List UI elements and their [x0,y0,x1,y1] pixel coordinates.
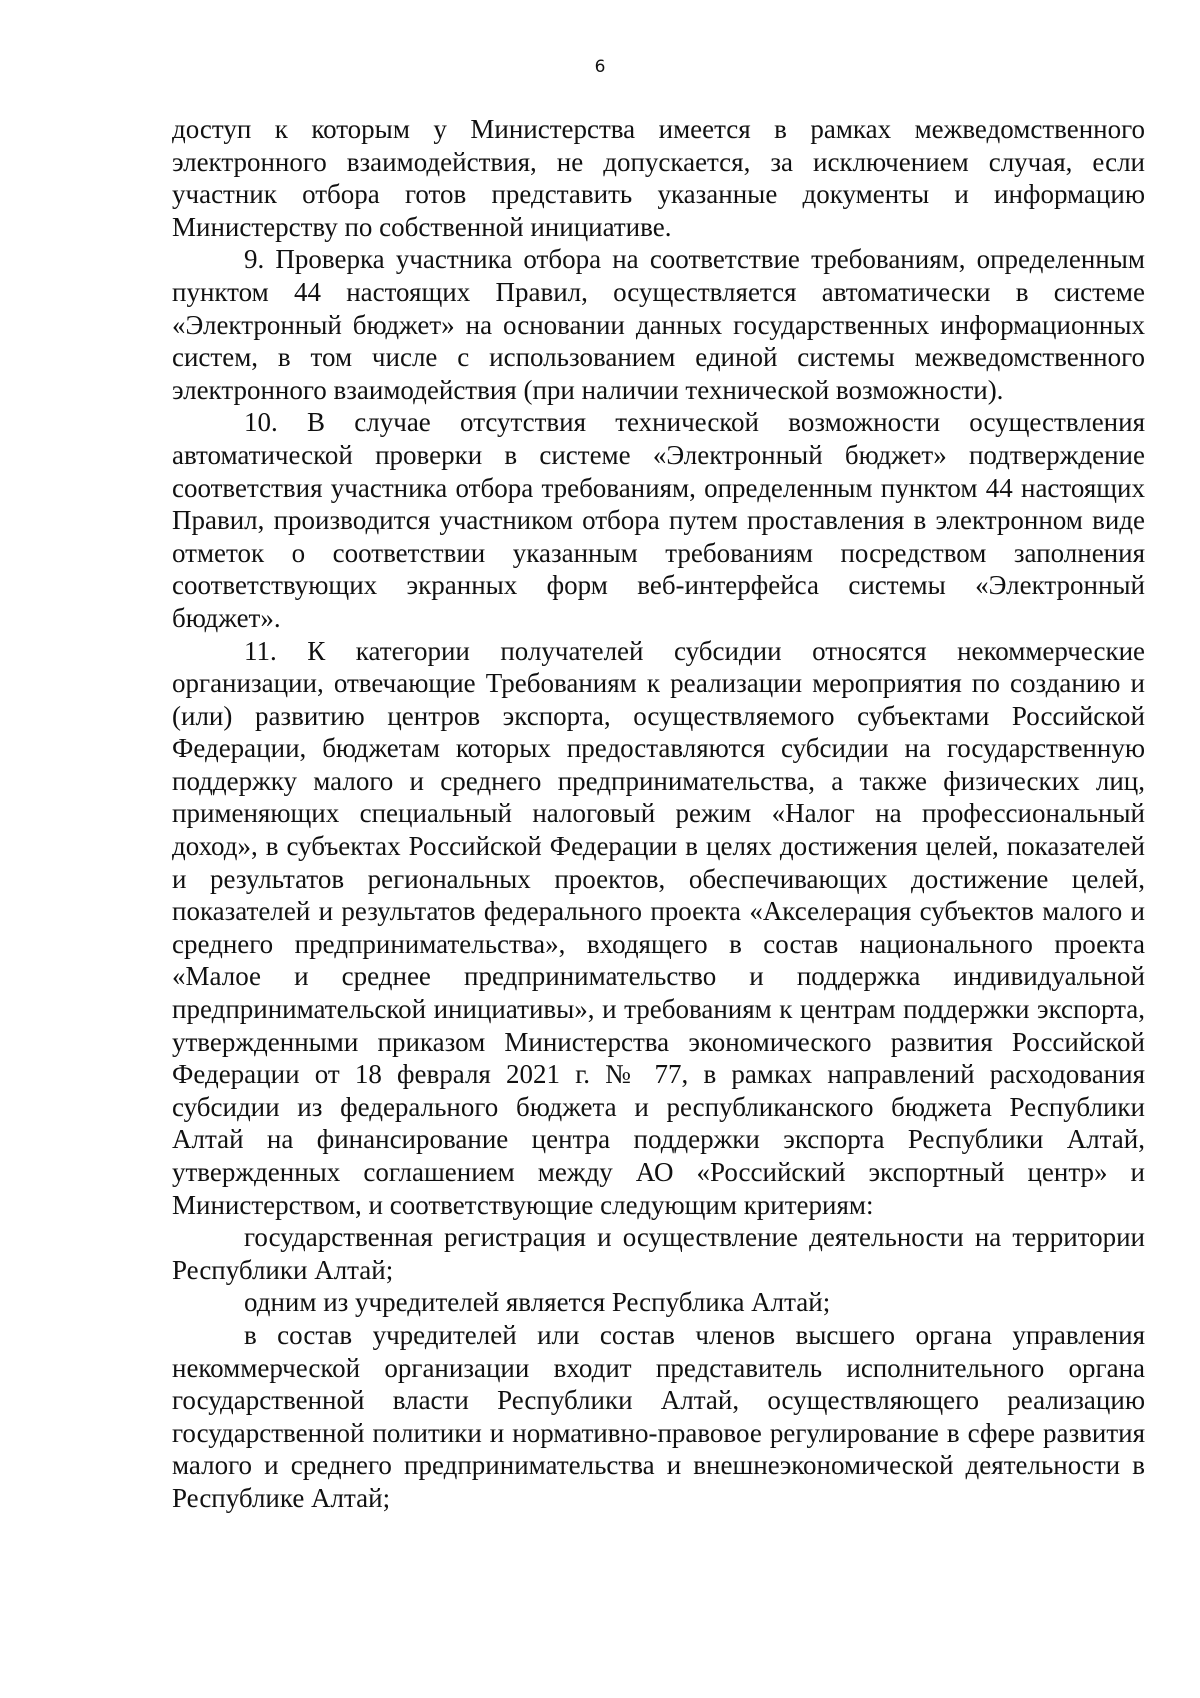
criterion-founder: одним из учредителей является Республика Алтай; [244,1287,831,1318]
criterion-registration: государственная регистрация и осуществление деятельности на территории Республики Алтай; [172,1222,1145,1285]
paragraph-continuation: доступ к которым у Министерства имеется в рамках межведомственного электронного взаимодействия, не допускается, за исключением случая, если участник отбора готов представить указанные документы и информацию Министерству по собственной инициативе. [172,114,1145,242]
paragraph-item-9: 9. Проверка участника отбора на соответствие требованиям, определенным пунктом 44 настоящих Правил, осуществляется автоматически в системе «Электронный бюджет» на основании данных государственных информационных систем, в том числе с использованием единой системы межведомственного электронного взаимодействия (при наличии технической возможности). [172,244,1145,405]
paragraph-item-11: 11. К категории получателей субсидии относятся некоммерческие организации, отвечающие Требованиям к реализации мероприятия по созданию и (или) развитию центров экспорта, осуществляемого субъектами Российской Федерации, бюджетам которых предоставляются субсидии на государственную поддержку малого и среднего предпринимательства, а также физических лиц, применяющих специальный налоговый режим «Налог на профессиональный доход», в субъектах Российской Федерации в целях достижения целей, показателей и результатов региональных проектов, обеспечивающих достижение целей, показателей и результатов федерального проекта «Акселерация субъектов малого и среднего предпринимательства», входящего в состав национального проекта «Малое и среднее предпринимательство и поддержка индивидуальной предпринимательской инициативы», и требованиям к центрам поддержки экспорта, утвержденными приказом Министерства экономического развития Российской Федерации от 18 февраля 2021 г. № 77, в рамках направлений расходования субсидии из федерального бюджета и республиканского бюджета Республики Алтай на финансирование центра поддержки экспорта Республики Алтай, утвержденных соглашением между АО «Российский экспортный центр» и Министерством, и соответствующие следующим критериям: [172,635,1145,1220]
criterion-governing-body: в состав учредителей или состав членов высшего органа управления некоммерческой организации входит представитель исполнительного органа государственной власти Республики Алтай, осуществляющего реализацию государственной политики и нормативно-правовое регулирование в сфере развития малого и среднего предпринимательства и внешнеэкономической деятельности в Республике Алтай; [172,1319,1145,1513]
page-number: 6 [594,57,606,77]
paragraph-item-10: 10. В случае отсутствия технической возможности осуществления автоматической проверки в системе «Электронный бюджет» подтверждение соответствия участника отбора требованиям, определенным пунктом 44 настоящих Правил, производится участником отбора путем проставления в электронном виде отметок о соответствии указанным требованиям посредством заполнения соответствующих экранных форм веб-интерфейса системы «Электронный бюджет». [172,407,1145,633]
document-body [172,113,1145,1515]
